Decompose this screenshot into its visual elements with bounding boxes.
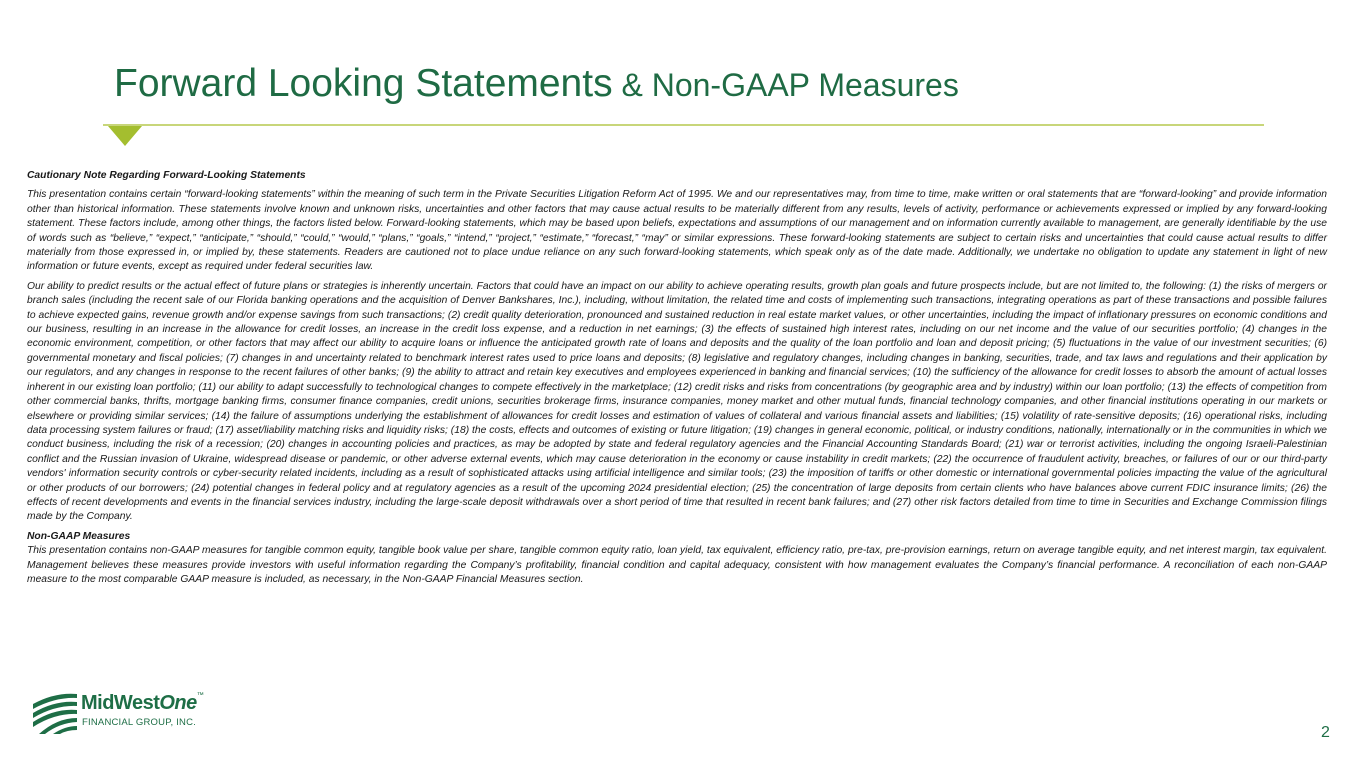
page-number: 2 xyxy=(1321,724,1330,741)
risk-factors-paragraph: Our ability to predict results or the actual effect of future plans or strategies is inherently uncertain. Factors that could have an impact on our ability to achieve operating results, growth plan goals and future prospects include, but are not limited to, the following: (1) the risks of mergers or branch sales (including the recent sale of our Florida banking operations and the acquisition of Denver Bankshares, Inc.), including, without limitation, the related time and costs of implementing such transactions, integrating operations as part of these transactions and possible failures to achieve expected gains, revenue growth and/or expense savings from such transactions; (2) credit quality deterioration, pronounced and sustained reduction in real estate market values, or other uncertainties, including the impact of inflationary pressures on economic conditions and our business, resulting in an increase in the allowance for credit losses, an increase in the credit loss expense, and a reduction in net earnings; (3) the effects of sustained high interest rates, including on our net income and the value of our securities portfolio; (4) changes in the economic environment, competition, or other factors that may affect our ability to acquire loans or influence the anticipated growth rate of loans and deposits and the quality of the loan portfolio and loan and deposit pricing; (5) fluctuations in the value of our investment securities; (6) governmental monetary and fiscal policies; (7) changes in and uncertainty related to benchmark interest rates used to price loans and deposits; (8) legislative and regulatory changes, including changes in banking, securities, trade, and tax laws and regulations and their application by our regulators, and any changes in response to the recent failures of other banks; (9) the ability to attract and retain key executives and employees experienced in banking and financial services; (10) the sufficiency of the allowance for credit losses to absorb the amount of actual losses inherent in our existing loan portfolio; (11) our ability to adapt successfully to technological changes to compete effectively in the marketplace; (12) credit risks and risks from concentrations (by geographic area and by industry) within our loan portfolio; (13) the effects of competition from other commercial banks, thrifts, mortgage banking firms, consumer finance companies, credit unions, securities brokerage firms, insurance companies, money market and other mutual funds, financial technology companies, and other financial institutions operating in our markets or elsewhere or providing similar services; (14) the failure of assumptions underlying the establishment of allowances for credit losses and estimation of values of collateral and various financial assets and liabilities; (15) volatility of rate-sensitive deposits; (16) operational risks, including data processing system failures or fraud; (17) asset/liability matching risks and liquidity risks; (18) the costs, effects and outcomes of existing or future litigation; (19) changes in general economic, political, or industry conditions, nationally, internationally or in the communities in which we conduct business, including the risk of a recession; (20) changes in accounting policies and practices, as may be adopted by state and federal regulatory agencies and the Financial Accounting Standards Board; (21) war or terrorist activities, including the ongoing Israeli-Palestinian conflict and the Russian invasion of Ukraine, widespread disease or pandemic, or other adverse external events, which may cause deterioration in the economy or cause instability in credit markets; (22) the occurrence of fraudulent activity, breaches, or failures of our or our third-party vendors' information security controls or cyber-security related incidents, including as a result of sophisticated attacks using artificial intelligence and similar tools; (23) the imposition of tariffs or other domestic or international governmental policies impacting the value of the agricultural or other products of our borrowers; (24) potential changes in federal policy and at regulatory agencies as a result of the upcoming 2024 presidential election; (25) the concentration of large deposits from certain clients who have balances above current FDIC insurance limits; (26) the effects of recent developments and events in the financial services industry, including the large-scale deposit withdrawals over a short period of time that resulted in recent bank failures; and (27) other risk factors detailed from time to time in Securities and Exchange Commission filings made by the Company. xyxy=(27,280,1327,523)
forward-looking-paragraph: This presentation contains certain “forward-looking statements” within the meaning of such term in the Private Securities Litigation Reform Act of 1995. We and our representatives may, from time to time, make written or oral statements that are “forward-looking” and provide information other than historical information. These statements involve known and unknown risks, uncertainties and other factors that may cause actual results to be materially different from any results, levels of activity, performance or achievements expressed or implied by any forward-looking statement. These factors include, among other things, the factors listed below. Forward-looking statements, which may be based upon beliefs, expectations and assumptions of our management and on information currently available to management, are generally identifiable by the use of words such as “believe,” “expect,” “anticipate,” “should,” “could,” “would,” “plans,” “goals,” “intend,” “project,” “estimate,” “forecast,” “may” or similar expressions. These forward-looking statements are subject to certain risks and uncertainties that could cause actual results to differ materially from those expressed in, or implied by, these statements. Readers are cautioned not to place undue reliance on any such forward-looking statements, which speak only as of the date made. Additionally, we undertake no obligation to update any statement in light of new information or future events, except as required under federal securities law. xyxy=(27,189,1327,273)
slide-title xyxy=(114,64,959,103)
logo-wordmark xyxy=(81,692,203,715)
logo-name-main: MidWest xyxy=(81,692,160,714)
cautionary-heading: Cautionary Note Regarding Forward-Looking Statements xyxy=(27,170,306,181)
logo-name-italic: One xyxy=(159,692,197,714)
logo-trademark: ™ xyxy=(196,692,204,699)
divider-triangle-icon xyxy=(108,126,142,146)
title-ampersand: & xyxy=(621,67,643,103)
wheat-field-logo-icon xyxy=(33,690,77,734)
title-main: Forward Looking Statements xyxy=(114,62,613,105)
title-divider xyxy=(103,124,1264,126)
non-gaap-paragraph: This presentation contains non-GAAP measures for tangible common equity, tangible book value per share, tangible common equity ratio, loan yield, tax equivalent, efficiency ratio, pre-tax, pre-provision earnings, return on average tangible equity, and net interest margin, tax equivalent. Management believes these measures provide investors with useful information regarding the Company’s profitability, financial condition and capital adequacy, consistent with how management evaluates the Company’s financial performance. A reconciliation of each non-GAAP measure to the most comparable GAAP measure is included, as necessary, in the Non-GAAP Financial Measures section. xyxy=(27,545,1327,585)
company-logo xyxy=(33,690,233,736)
disclaimer-body xyxy=(27,169,1327,592)
logo-subtitle: FINANCIAL GROUP, INC. xyxy=(82,717,196,728)
title-sub: Non-GAAP Measures xyxy=(651,67,959,103)
non-gaap-heading: Non-GAAP Measures xyxy=(27,530,131,542)
